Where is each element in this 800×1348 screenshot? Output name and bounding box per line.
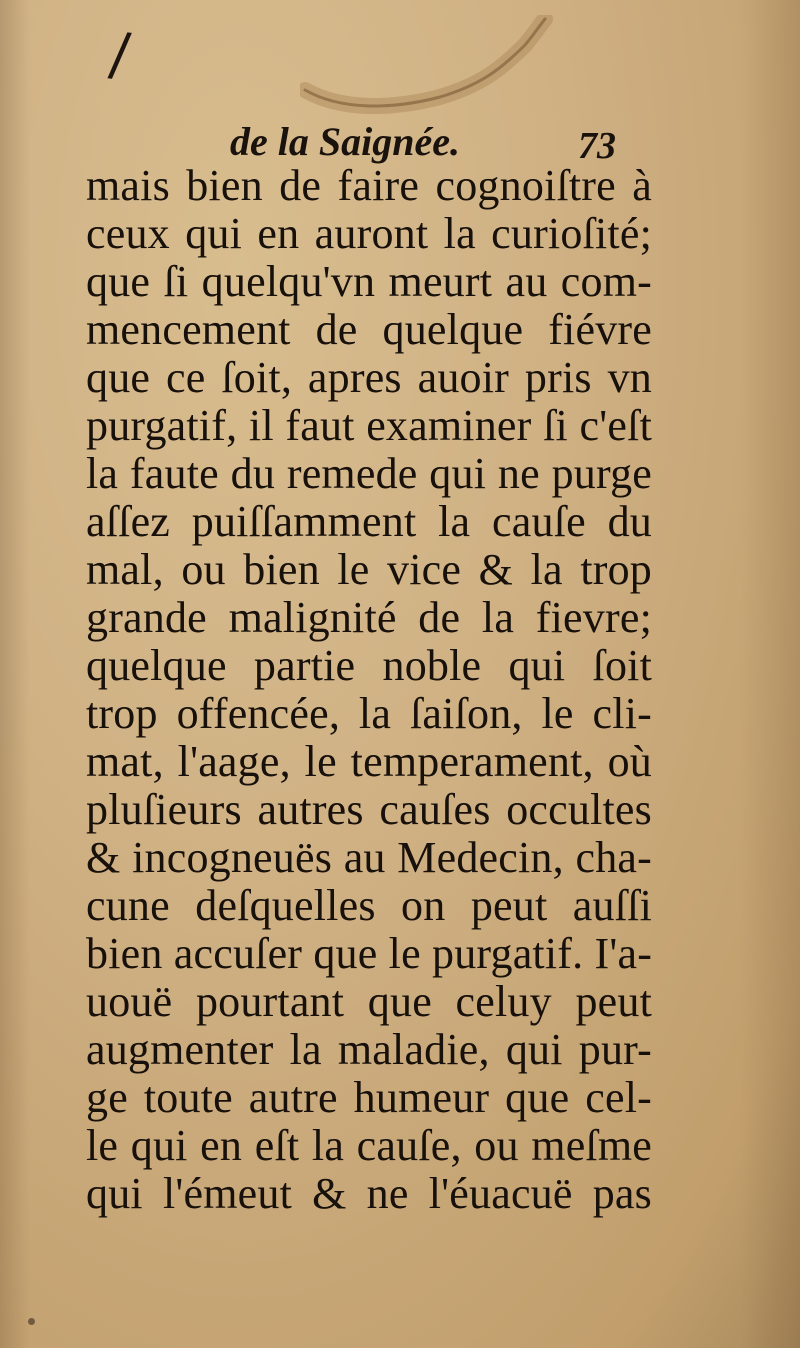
- text-line: purgatif, il faut examiner ſi c'eſt: [86, 401, 652, 450]
- text-line: cune deſquelles on peut auſſi: [86, 881, 652, 930]
- text-line: aſſez puiſſamment la cauſe du: [86, 497, 652, 546]
- text-line: bien accuſer que le purgatif. I'a-: [86, 929, 653, 978]
- text-line: augmenter la maladie, qui pur-: [86, 1025, 652, 1074]
- text-line: quelque partie noble qui ſoit: [86, 641, 652, 690]
- text-line: grande malignité de la fievre;: [86, 593, 652, 642]
- margin-pen-mark: /: [106, 19, 134, 89]
- wormhole-stain: [300, 15, 560, 115]
- text-line: que ſi quelqu'vn meurt au com-: [86, 257, 652, 306]
- text-line: mat, l'aage, le temperament, où: [86, 737, 652, 786]
- body-text: [86, 162, 652, 1218]
- text-line: mal, ou bien le vice & la trop: [86, 545, 652, 594]
- text-line: ge toute autre humeur que cel-: [86, 1073, 652, 1122]
- text-line: mais bien de faire cognoiſtre à: [86, 161, 652, 210]
- text-line: qui l'émeut & ne l'éuacuë pas: [86, 1169, 652, 1218]
- ink-speck: [28, 1318, 35, 1325]
- text-line: la faute du remede qui ne purge: [86, 449, 652, 498]
- text-line: trop offencée, la ſaiſon, le cli-: [86, 689, 652, 738]
- text-line: mencement de quelque fiévre: [86, 305, 652, 354]
- text-line: que ce ſoit, apres auoir pris vn: [86, 353, 652, 402]
- text-line: pluſieurs autres cauſes occultes: [86, 785, 652, 834]
- text-line: uouë pourtant que celuy peut: [86, 977, 652, 1026]
- page-number: 73: [578, 125, 616, 167]
- page-edge-shadow: [740, 0, 800, 1348]
- text-line: ceux qui en auront la curioſité;: [86, 209, 652, 258]
- text-line: le qui en eſt la cauſe, ou meſme: [86, 1121, 652, 1170]
- running-header: de la Saignée.: [230, 119, 460, 164]
- gutter-shadow: [0, 0, 30, 1348]
- text-line: & incogneuës au Medecin, cha-: [86, 833, 652, 882]
